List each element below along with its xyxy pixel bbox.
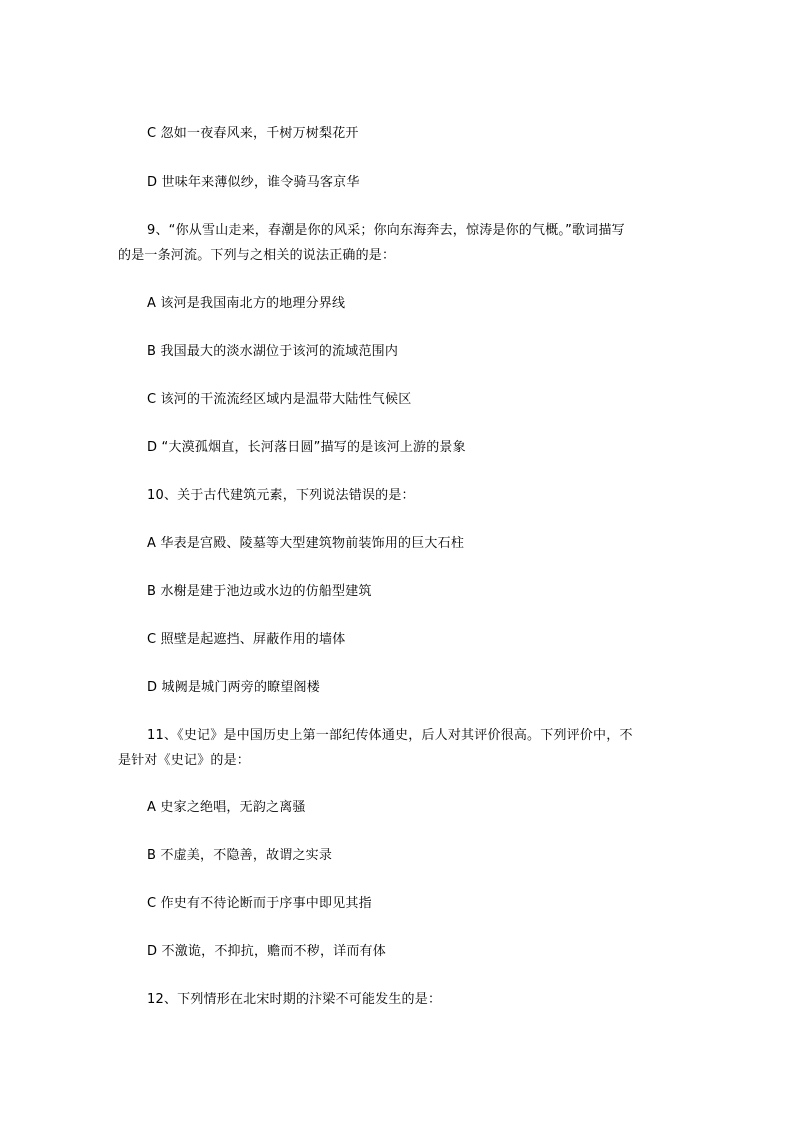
question-10-stem: 10、关于古代建筑元素，下列说法错误的是： xyxy=(147,488,415,503)
question-10-option-c: C 照壁是起遮挡、屏蔽作用的墙体 xyxy=(147,632,346,647)
prev-question-option-d: D 世味年来薄似纱，谁令骑马客京华 xyxy=(147,175,360,190)
question-9-option-b: B 我国最大的淡水湖位于该河的流域范围内 xyxy=(147,344,399,359)
question-12-stem: 12、下列情形在北宋时期的汴梁不可能发生的是： xyxy=(147,992,442,1007)
question-11-option-b: B 不虚美，不隐善，故谓之实录 xyxy=(147,848,333,863)
question-10-option-a: A 华表是宫殿、陵墓等大型建筑物前装饰用的巨大石柱 xyxy=(147,536,465,551)
question-10-option-d: D 城阙是城门两旁的瞭望阁楼 xyxy=(147,680,320,695)
prev-question-option-c: C 忽如一夜春风来，千树万树梨花开 xyxy=(147,126,359,141)
question-11-stem-line-2: 是针对《史记》的是： xyxy=(118,753,251,768)
question-11-option-a: A 史家之绝唱，无韵之离骚 xyxy=(147,800,306,815)
question-9-option-c: C 该河的干流流经区域内是温带大陆性气候区 xyxy=(147,392,412,407)
question-9-option-d: D “大漠孤烟直，长河落日圆”描写的是该河上游的景象 xyxy=(147,440,466,455)
question-9-stem-line-2: 的是一条河流。下列与之相关的说法正确的是： xyxy=(118,248,396,263)
question-9-option-a: A 该河是我国南北方的地理分界线 xyxy=(147,296,346,311)
question-11-option-d: D 不激诡，不抑抗，赡而不秽，详而有体 xyxy=(147,944,386,959)
question-11-stem-line-1: 11、《史记》是中国历史上第一部纪传体通史，后人对其评价很高。下列评价中，不 xyxy=(147,728,633,743)
question-10-option-b: B 水榭是建于池边或水边的仿船型建筑 xyxy=(147,584,372,599)
question-11-option-c: C 作史有不待论断而于序事中即见其指 xyxy=(147,896,372,911)
question-9-stem-line-1: 9、“你从雪山走来，春潮是你的风采；你向东海奔去，惊涛是你的气概。”歌词描写 xyxy=(147,223,625,238)
